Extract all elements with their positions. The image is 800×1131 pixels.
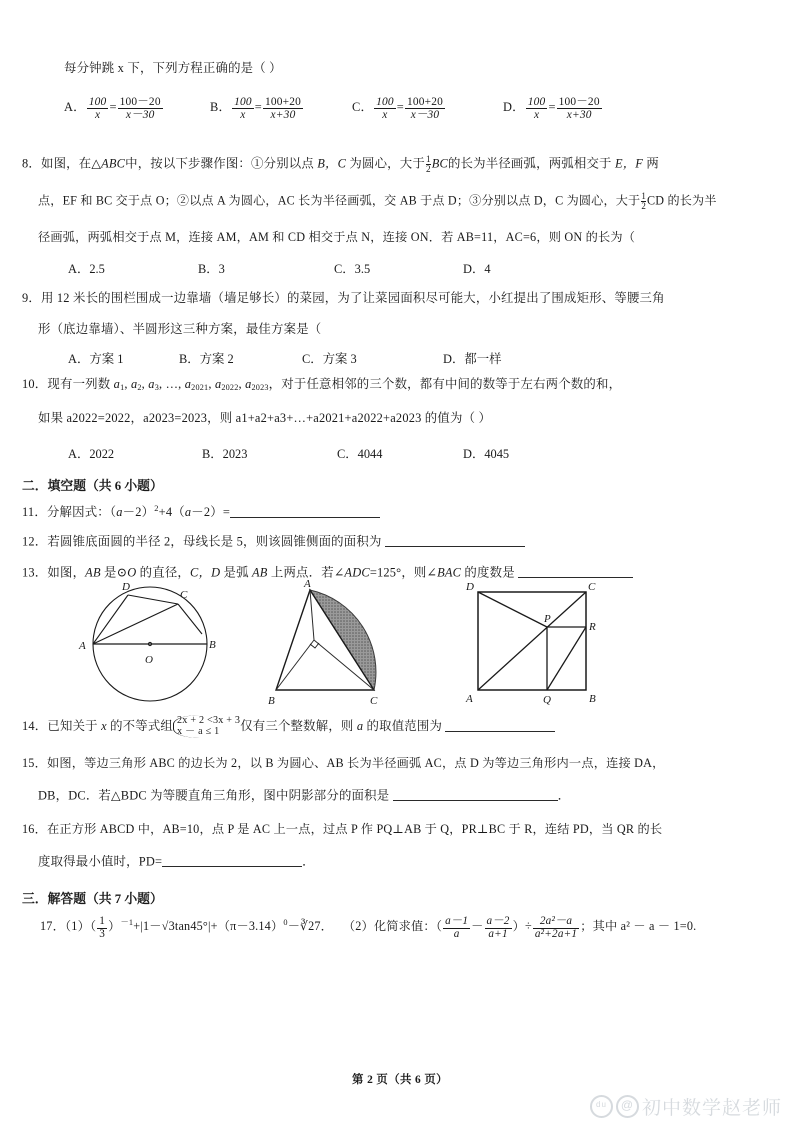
at-sign-icon: @ (616, 1095, 639, 1118)
q17-number: 17． (40, 918, 65, 933)
q15-l2-text: DB，DC．若△BDC 为等腰直角三角形，图中阴影部分的面积是 (38, 788, 390, 803)
label-A: A (79, 640, 86, 652)
label-B: B (589, 693, 596, 705)
q17-p1-radical: －∛27． (287, 918, 334, 933)
q8-l1i: 两 (643, 156, 659, 171)
segment-AD (310, 590, 314, 640)
q17-p1-mid: +|1－√3tan45°|+（π－3.14） (133, 918, 284, 933)
q14-t3: 的不等式组 (106, 718, 174, 733)
segment-DP (478, 592, 547, 627)
q11-answer-blank[interactable] (230, 506, 380, 518)
q8-l1g: 的长为半径画弧，两弧相交于 (447, 156, 615, 171)
q10-l2-post: 的值为（ ） (421, 411, 492, 425)
section-heading-fill-blank (22, 475, 163, 494)
q17-frac-third: $\frac{1}{3}$ (99, 915, 106, 940)
baidu-paw-icon: du (590, 1095, 613, 1118)
q7-option-b-label: B． (210, 100, 232, 115)
q14-ineq-top: 2x + 2 <3x + 3 (177, 715, 241, 726)
q8-options (68, 259, 568, 275)
segment-BD (276, 640, 314, 690)
q13-t11: =125°，则∠ (369, 565, 438, 580)
figure-circle-q13 (62, 578, 272, 706)
q9-number: 9． (22, 291, 41, 305)
q13-t5: 的直径， (136, 565, 191, 580)
q16-line2 (38, 855, 315, 868)
q7-option-a-frac2: $\frac{100-20}{x-30}$ (119, 96, 161, 122)
page-footer-text: 第 2 页（共 6 页） (352, 1074, 448, 1086)
q13-t8: AB (252, 565, 268, 580)
q8-l3-text: 径画弧，两弧相交于点 M，连接 AM，AM 和 CD 相交于点 N，连接 ON．若 AB=11，AC=6，则 ON 的长为（ (38, 230, 636, 244)
q10-number: 10． (22, 377, 48, 391)
q7-option-c-label: C． (352, 100, 374, 115)
q17-frac-1: $\frac{a-1}{a}$ (445, 915, 469, 940)
q7-option-c-frac2: $\frac{100+20}{x-30}$ (406, 96, 444, 122)
q8-l1h: E，F (614, 156, 644, 171)
q13-t13: 的度数是 (461, 565, 515, 580)
q10-seq-3: $a_3$ (148, 377, 159, 392)
q16-number: 16． (22, 822, 47, 836)
q11-t3: －2）= (191, 505, 231, 520)
q17-p2-div: ）÷ (512, 918, 532, 933)
q15-answer-blank[interactable] (393, 789, 558, 801)
q7-stem (64, 62, 282, 74)
q10-seq-1: $a_1$ (113, 377, 125, 392)
q8-line1 (22, 155, 659, 174)
q8-option-a[interactable]: A．2.5 (68, 262, 105, 276)
q9-line2 (38, 323, 321, 335)
q13 (22, 566, 633, 579)
q12-answer-blank[interactable] (385, 535, 525, 547)
q13-t6: C，D (190, 565, 221, 580)
figure-square-q16 (460, 578, 620, 706)
q10-option-c[interactable]: C．4044 (337, 447, 383, 461)
circle-diagram-svg (62, 578, 272, 706)
q8-l1c: 中，按以下步骤作图：①分别以点 (125, 156, 318, 171)
q8-number: 8． (22, 156, 41, 171)
q13-t1: 如图， (47, 565, 86, 580)
q17-p2-tail: ；其中 a² － a － 1=0. (580, 918, 697, 933)
q10-seq-4: $a_{2021}$ (184, 377, 209, 392)
q8-option-b[interactable]: B．3 (198, 262, 225, 276)
segment-DC (128, 595, 178, 604)
watermark-text: 初中数学赵老师 (642, 1098, 783, 1119)
q14-t6: 的取值范围为 (363, 718, 443, 733)
q7-option-b-frac1: $\frac{100}{x}$ (234, 96, 252, 122)
q10-seq-5: $a_{2022}$ (214, 377, 239, 392)
q7-option-d-eq: = (548, 100, 556, 115)
q10-l2-pre: 如果 (38, 411, 67, 425)
equilateral-arc-svg (262, 578, 432, 706)
q9-l2-text: 形（底边靠墙）、半圆形这三种方案，最佳方案是（ (38, 322, 322, 336)
q16-line1 (22, 823, 662, 835)
label-P: P (544, 613, 551, 625)
q7-option-c-frac1: $\frac{100}{x}$ (376, 96, 394, 122)
q16-l1-text: 在正方形 ABCD 中，AB=10，点 P 是 AC 上一点，过点 P 作 PQ⊥AB 于 Q，PR⊥BC 于 R，连结 PD，当 QR 的长 (46, 822, 663, 836)
watermark (590, 1093, 782, 1120)
label-O: O (145, 654, 153, 666)
q11-t2: +4（ (158, 505, 185, 520)
diagonal-AC (478, 592, 586, 690)
q12-number: 12． (22, 534, 48, 549)
figure-equilateral-arc-q15 (262, 578, 432, 706)
section-heading-solution (22, 888, 163, 907)
q10-seq-2: $a_2$ (130, 377, 142, 392)
q17-p1-label: （1）（ (64, 918, 97, 933)
q14-number: 14． (22, 718, 48, 733)
q10-seq-6: $a_{2023}$ (245, 377, 269, 392)
segment-QR (547, 627, 586, 690)
q13-number: 13． (22, 565, 48, 580)
q10-line1: 10．现有一列数 $a_1$, $a_2$, $a_3$, …, $a_{2021}$, $a_{2022}$, $a_{2023}$，对于任意相邻的三个数，都有中间的数等于左右两个数的和， (22, 377, 622, 392)
label-D: D (122, 581, 130, 593)
q7-option-a[interactable] (64, 96, 164, 121)
q7-option-b-eq: = (254, 100, 262, 115)
page-footer (0, 1071, 800, 1087)
label-D: D (466, 581, 474, 593)
q13-answer-blank[interactable] (518, 566, 633, 578)
q7-option-a-frac1: $\frac{100}{x}$ (88, 96, 107, 122)
q15-line1 (22, 757, 665, 769)
q7-option-c[interactable] (352, 96, 446, 121)
q16-l2-end: ． (302, 854, 315, 869)
q12 (22, 535, 525, 548)
segment-CB (178, 604, 202, 634)
q9-l1-text: 用 12 米长的围栏围成一边靠墙（墙足够长）的菜园，为了让菜园面积尽可能大，小红提出了围成矩形、等腰三角 (41, 291, 665, 305)
square-diagram-svg (460, 578, 620, 706)
q17-p1-exp: －1 (120, 917, 134, 927)
q11-pre: 分解因式：（ (46, 505, 117, 520)
q8-l1e: 为圆心，大于 (346, 156, 425, 171)
q16-l2-pre: 度取得最小值时，PD= (38, 854, 163, 869)
q8-l1b: ABC (101, 156, 126, 171)
q14-t2: x (101, 718, 107, 733)
q9-options (68, 349, 568, 365)
q14-answer-blank[interactable] (445, 719, 555, 731)
q14-inequality-system (173, 715, 240, 738)
q7-option-d[interactable] (503, 96, 603, 121)
q8-option-d[interactable]: D．4 (463, 262, 491, 276)
q7-option-d-label: D． (503, 100, 525, 115)
q10-option-a[interactable]: A．2022 (68, 447, 115, 461)
q8-line2 (38, 192, 717, 211)
q11 (22, 504, 380, 519)
q16-answer-blank[interactable] (162, 855, 302, 867)
q9-line1 (22, 292, 665, 304)
q17-p2-minus: － (471, 918, 484, 933)
q13-t2: AB (85, 565, 101, 580)
q17-frac-2: $\frac{a-2}{a+1}$ (486, 915, 510, 940)
q15-number: 15． (22, 756, 47, 770)
q10-l2-mid: a2022=2022，a2023=2023，则 a1+a2+a3+…+a2021+a2022+a2023 (66, 411, 422, 425)
label-C: C (180, 589, 188, 601)
q8-l2-tail: CD 的长为半 (647, 193, 717, 208)
q11-a1: a (116, 505, 123, 520)
label-C: C (370, 695, 378, 706)
label-B: B (209, 639, 216, 651)
q15-line2 (38, 789, 570, 802)
q9-option-b[interactable]: B．方案 2 (179, 352, 234, 366)
q13-t7: 是弧 (220, 565, 253, 580)
q9-option-c[interactable]: C．方案 3 (302, 352, 357, 366)
q10-line2 (38, 412, 491, 424)
segment-AC (93, 604, 178, 644)
q14-ineq-bot: x － a ≤ 1 (177, 726, 220, 738)
q10-option-d[interactable]: D．4045 (463, 447, 510, 461)
q13-t9: 上两点．若∠ (267, 565, 345, 580)
q7-option-a-label: A． (64, 100, 86, 115)
q9-option-a[interactable]: A．方案 1 (68, 352, 124, 366)
q14-t4: 仅有三个整数解，则 (240, 718, 357, 733)
q8-l1a: 如图，在△ (41, 156, 102, 171)
q17-p2-label: （2）化简求值：（ (342, 918, 443, 933)
q7-option-b-frac2: $\frac{100+20}{x+30}$ (264, 96, 302, 122)
q15-l1-text: 如图，等边三角形 ABC 的边长为 2，以 B 为圆心、AB 长为半径画弧 AC，点 D 为等边三角形内一点，连接 DA， (46, 756, 665, 770)
label-C: C (588, 581, 596, 593)
label-B: B (268, 695, 275, 706)
q7-option-a-eq: = (109, 100, 117, 115)
q13-t3: 是⊙ (100, 565, 128, 580)
q7-option-c-eq: = (396, 100, 404, 115)
q14-t5: a (356, 718, 364, 733)
label-A: A (466, 693, 473, 705)
label-R: R (589, 621, 596, 633)
q17-frac-3: $\frac{\text{2a²－a}}{\text{a²+2a+1}}$ (534, 915, 578, 940)
q13-t4: O (127, 565, 137, 580)
q7-stem-text: 每分钟跳 x 下，下列方程正确的是（ ） (64, 61, 282, 75)
q8-l1f: BC (431, 156, 448, 171)
q8-l1d: B，C (317, 156, 347, 171)
q7-option-d-frac1: $\frac{100}{x}$ (527, 96, 546, 122)
q17: 17．（1）（ $\frac{1}{3}$ ）$^{-1}+|1-√3\tan 45^\circ|+(\pi-3.14)^0-∛27$． （2）化简求值：（ $\frac{a-1}{a}$ － $\frac{a-2}{a+1}$ ）÷ $\frac{\text{2a²－a}}{\text{a²+2a+1}}$ ；其中 a² － a － 1=0. (40, 915, 697, 940)
q13-t12: BAC (437, 565, 462, 580)
q8-half-1: $\frac{1}{2}$ (425, 154, 431, 175)
q14 (22, 715, 555, 738)
label-Q: Q (543, 694, 551, 706)
q8-line3 (38, 231, 635, 243)
q7-option-b[interactable] (210, 96, 304, 121)
q11-sup: 2 (154, 503, 159, 513)
q10-option-b[interactable]: B．2023 (202, 447, 248, 461)
q7-option-d-frac2: $\frac{100-20}{x+30}$ (558, 96, 600, 122)
label-A: A (304, 578, 311, 590)
q17-p1-zero: 0 (283, 917, 288, 927)
q11-number: 11． (22, 505, 47, 520)
q10-l1-pre: 现有一列数 (47, 377, 114, 391)
q14-t1: 已知关于 (47, 718, 102, 733)
section3-title: 三．解答题（共 7 小题） (22, 892, 163, 906)
section2-title: 二．填空题（共 6 小题） (22, 479, 163, 493)
q10-l1-post: ，对于任意相邻的三个数，都有中间的数等于左右两个数的和， (268, 377, 622, 391)
q8-l2-text: 点，EF 和 BC 交于点 O；②以点 A 为圆心，AC 长为半径画弧，交 AB 于点 D；③分别以点 D，C 为圆心，大于 (38, 193, 641, 208)
q10-options (68, 444, 568, 460)
q15-l2-end: ． (557, 788, 571, 803)
q13-t10: ADC (344, 565, 370, 580)
q8-option-c[interactable]: C．3.5 (334, 262, 371, 276)
q9-option-d[interactable]: D．都一样 (443, 352, 502, 366)
q11-t1: －2） (122, 505, 155, 520)
q8-half-2: $\frac{1}{2}$ (641, 191, 647, 211)
q11-a2: a (184, 505, 192, 520)
q12-text: 若圆锥底面圆的半径 2，母线长是 5，则该圆锥侧面的面积为 (47, 534, 382, 549)
